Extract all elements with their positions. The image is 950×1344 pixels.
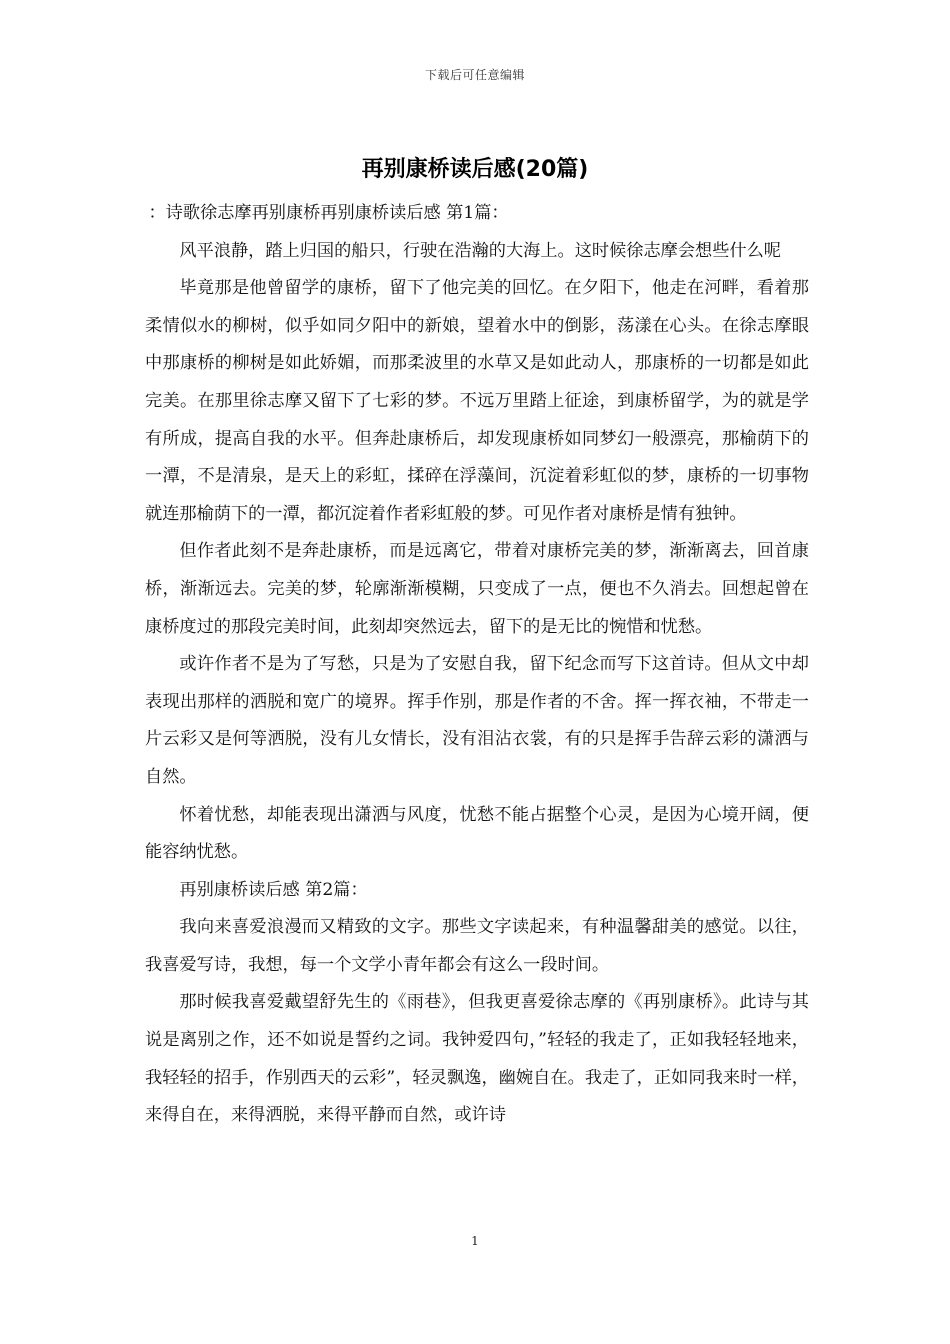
page-header-note: 下载后可任意编辑	[424, 68, 525, 82]
page-number: 1	[471, 1234, 479, 1248]
paragraph: 那时候我喜爱戴望舒先生的《雨巷》，但我更喜爱徐志摩的《再别康桥》。此诗与其说是离别之作，还不如说是誓约之词。我钟爱四句，”轻轻的我走了，正如我轻轻地来，我轻轻的招手，作别西天的云彩”，轻灵飘逸，幽婉自在。我走了，正如同我来时一样，来得自在，来得洒脱，来得平静而自然，或许诗	[145, 992, 809, 1126]
paragraph: 毕竟那是他曾留学的康桥，留下了他完美的回忆。在夕阳下，他走在河畔，看着那柔情似水的柳树，似乎如同夕阳中的新娘，望着水中的倒影，荡漾在心头。在徐志摩眼中那康桥的柳树是如此娇媚，而那柔波里的水草又是如此动人，那康桥的一切都是如此完美。在那里徐志摩又留下了七彩的梦。不远万里踏上征途，到康桥留学，为的就是学有所成，提高自我的水平。但奔赴康桥后，却发现康桥如同梦幻一般漂亮，那榆荫下的一潭，不是清泉，是天上的彩虹，揉碎在浮藻间，沉淀着彩虹似的梦，康桥的一切事物就连那榆荫下的一潭，都沉淀着作者彩虹般的梦。可见作者对康桥是情有独钟。	[145, 278, 809, 524]
paragraph: 但作者此刻不是奔赴康桥，而是远离它，带着对康桥完美的梦，渐渐离去，回首康桥，渐渐远去。完美的梦，轮廓渐渐模糊，只变成了一点，便也不久消去。回想起曾在康桥度过的那段完美时间，此刻却突然远去，留下的是无比的惋惜和忧愁。	[145, 541, 809, 637]
paragraph: 或许作者不是为了写愁，只是为了安慰自我，留下纪念而写下这首诗。但从文中却表现出那样的洒脱和宽广的境界。挥手作别，那是作者的不舍。挥一挥衣袖，不带走一片云彩又是何等洒脱，没有儿女情长，没有泪沾衣裳，有的只是挥手告辞云彩的潇洒与自然。	[145, 654, 809, 787]
paragraph-section-intro: ：诗歌徐志摩再别康桥再别康桥读后感 第1篇：	[148, 203, 509, 223]
paragraph: 风平浪静，踏上归国的船只，行驶在浩瀚的大海上。这时候徐志摩会想些什么呢	[179, 240, 781, 261]
section-heading: 再别康桥读后感 第2篇：	[179, 879, 368, 900]
paragraph: 怀着忧愁，却能表现出潇洒与风度，忧愁不能占据整个心灵，是因为心境开阔，便能容纳忧愁。	[145, 804, 809, 863]
paragraph: 我向来喜爱浪漫而又精致的文字。那些文字读起来，有种温馨甜美的感觉。以往，我喜爱写诗，我想，每一个文学小青年都会有这么一段时间。	[145, 917, 809, 975]
document-title: 再别康桥读后感(20篇)	[361, 157, 589, 182]
document-body	[145, 195, 809, 1135]
